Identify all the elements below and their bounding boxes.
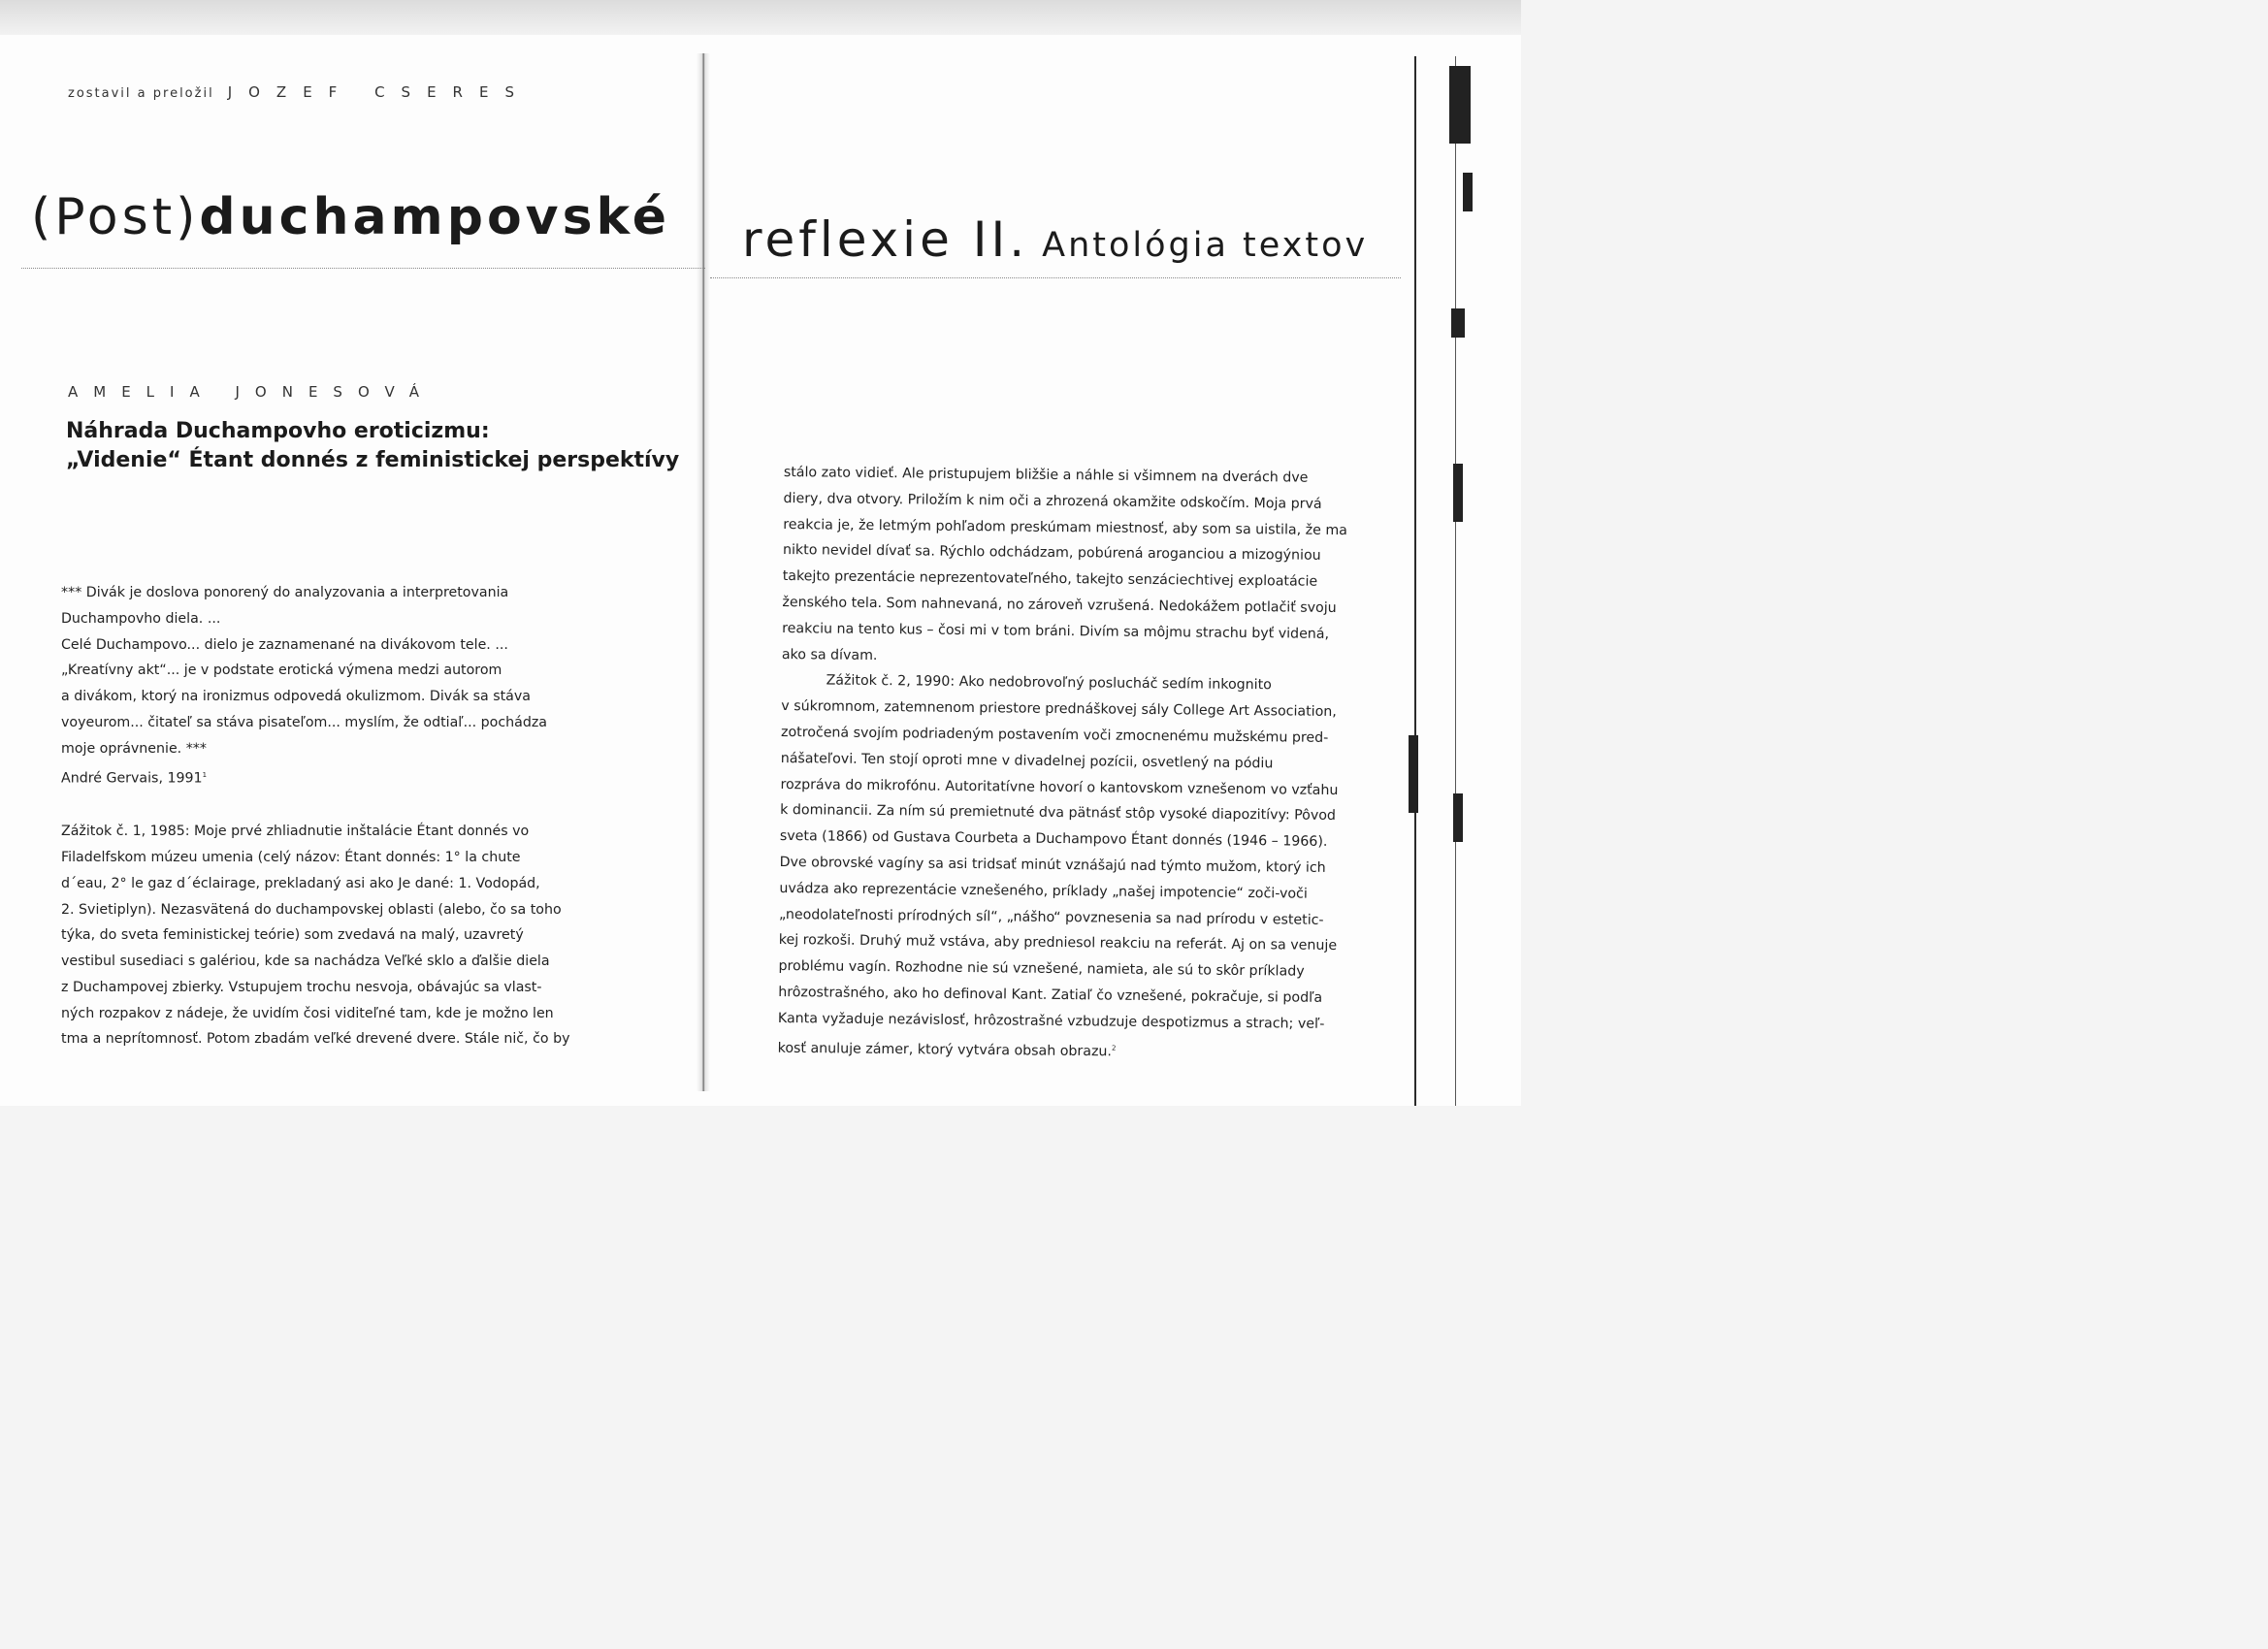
- text-line: d´eau, 2° le gaz d´éclairage, prekladaný asi ako Je dané: 1. Vodopád,: [61, 875, 540, 891]
- paragraph-gap: [61, 792, 566, 819]
- text-line: rozpráva do mikrofónu. Autoritatívne hovorí o kantovskom vznešenom vo vzťahu: [780, 776, 1339, 798]
- page-edge-strip: [1407, 56, 1521, 1106]
- text-line: vestibul susediaci s galériou, kde sa nachádza Veľké sklo a ďalšie diela: [61, 954, 550, 970]
- text-line: z Duchampovej zbierky. Vstupujem trochu nesvoja, obávajúc sa vlast-: [61, 979, 542, 995]
- text-line-last: [778, 1031, 1331, 1066]
- footnote-ref: 2: [1111, 1044, 1117, 1052]
- text-line: a divákom, ktorý na ironizmus odpovedá okulizmom. Divák sa stáva: [61, 689, 531, 705]
- text-line: sveta (1866) od Gustava Courbeta a Duchampovo Étant donnés (1946 – 1966).: [779, 828, 1328, 851]
- footnote-ref: 1: [202, 770, 208, 779]
- anthology-title-right: [742, 211, 1369, 268]
- edge-mark: [1463, 173, 1473, 211]
- edge-line: [1455, 56, 1456, 1106]
- text-line: diery, dva otvory. Priložím k nim oči a zhrozená okamžite odskočím. Moja prvá: [783, 490, 1322, 512]
- text-line: takejto prezentácie neprezentovateľného, takejto senzáciechtivej exploatácie: [782, 568, 1318, 590]
- text-line: uvádza ako reprezentácie vznešeného, príklady „našej impotencie“ zoči-voči: [779, 880, 1308, 902]
- text-line: Celé Duchampovo... dielo je zaznamenané na divákovom tele. ...: [61, 636, 508, 653]
- article-author: AMELIA JONESOVÁ: [68, 383, 436, 401]
- translator-credit: [68, 83, 531, 101]
- text-line: tma a neprítomnosť. Potom zbadám veľké drevené dvere. Stále nič, čo by: [61, 1031, 570, 1048]
- experience-2-paragraph: [777, 667, 1339, 1067]
- credit-name: JOZEF CSERES: [227, 83, 531, 101]
- text-line: problému vagín. Rozhodne nie sú vznešené, namieta, ale sú to skôr príklady: [778, 958, 1305, 980]
- text-line: moje oprávnenie. ***: [61, 740, 207, 757]
- experience-1-continued: [781, 460, 1347, 673]
- text-line: nášateľovi. Ten stojí oproti mne v divadelnej pozícii, osvetlený na pódiu: [780, 750, 1274, 772]
- article-title-line: „Videnie“ Étant donnés z feministickej perspektívy: [66, 448, 680, 472]
- text-line: „Kreatívny akt“... je v podstate erotická výmena medzi autorom: [61, 663, 502, 679]
- text-line: kosť anuluje zámer, ktorý vytvára obsah obrazu.: [777, 1040, 1113, 1059]
- dotted-rule-left: [21, 268, 705, 269]
- edge-mark: [1409, 735, 1418, 813]
- title-duchampovske: duchampovské: [199, 188, 670, 246]
- text-line: *** Divák je doslova ponorený do analyzovania a interpretovania: [61, 585, 509, 600]
- scan-top-band: [0, 0, 1521, 35]
- text-line: ženského tela. Som nahnevaná, no zároveň vzrušená. Nedokážem potlačiť svoju: [782, 594, 1337, 616]
- text-line: Zážitok č. 1, 1985: Moje prvé zhliadnutie inštalácie Étant donnés vo: [61, 824, 530, 840]
- dotted-rule-right: [710, 277, 1401, 278]
- quote-attribution: [61, 762, 566, 792]
- text-line: Duchampovho diela. ...: [61, 610, 221, 627]
- text-line: „neodolateľnosti prírodných síl“, „nášho“ povznesenia sa nad prírodu v estetic-: [779, 906, 1324, 928]
- text-line: ných rozpakov z nádeje, že uvidím čosi viditeľné tam, kde je možno len: [61, 1005, 554, 1021]
- text-line: stálo zato vidieť. Ale pristupujem bližšie a náhle si všimnem na dverách dve: [783, 464, 1309, 486]
- book-gutter: [697, 53, 710, 1091]
- text-line: hrôzostrašného, ako ho definoval Kant. Zatiaľ čo vznešené, pokračuje, si podľa: [778, 984, 1323, 1006]
- left-column: [61, 580, 570, 1052]
- title-post: (Post): [31, 188, 200, 246]
- text-line: 2. Svietiplyn). Nezasvätená do duchampovskej oblasti (alebo, čo sa toho: [61, 901, 562, 918]
- edge-mark: [1453, 793, 1463, 842]
- epigraph-quote: [61, 580, 566, 792]
- text-line: André Gervais, 1991: [61, 770, 203, 787]
- text-line: voyeurom... čitateľ sa stáva pisateľom... myslím, že odtiaľ... pochádza: [61, 714, 547, 730]
- text-line: týka, do sveta feministickej teórie) som zvedavá na malý, uzavretý: [61, 927, 524, 944]
- text-line: k dominancii. Za ním sú premietnuté dva pätnásť stôp vysoké diapozitívy: Pôvod: [780, 802, 1337, 824]
- text-line: ako sa dívam.: [781, 646, 878, 663]
- credit-prefix: zostavil a preložil: [68, 86, 214, 101]
- anthology-title-left: [31, 188, 670, 246]
- text-line: reakcia je, že letmým pohľadom preskúmam miestnosť, aby som sa uistila, že ma: [783, 516, 1347, 538]
- article-title-line: Náhrada Duchampovho eroticizmu:: [66, 419, 490, 443]
- text-line: Zážitok č. 2, 1990: Ako nedobrovoľný poslucháč sedím inkognito: [826, 672, 1272, 694]
- edge-mark: [1449, 66, 1471, 144]
- text-line: Filadelfskom múzeu umenia (celý názov: Étant donnés: 1° la chute: [61, 849, 521, 865]
- edge-line: [1414, 56, 1416, 1106]
- text-line: kej rozkoši. Druhý muž vstáva, aby predniesol reakciu na referát. Aj on sa venuje: [778, 932, 1338, 954]
- article-title: [66, 417, 687, 475]
- text-line: nikto nevidel dívať sa. Rýchlo odchádzam, pobúrená aroganciou a mizogýniou: [782, 542, 1321, 565]
- edge-mark: [1453, 464, 1463, 522]
- right-column: [777, 460, 1347, 1067]
- text-line: Kanta vyžaduje nezávislosť, hrôzostrašné vzbudzuje despotizmus a strach; veľ-: [777, 1010, 1325, 1032]
- experience-1-paragraph: [61, 819, 570, 1052]
- text-line: reakciu na tento kus – čosi mi v tom bráni. Divím sa môjmu strachu byť videná,: [782, 620, 1330, 642]
- text-line: zotročená svojím podriadeným postavením voči zmocnenému mužskému pred-: [780, 724, 1329, 746]
- title-antologia: Antológia textov: [1042, 226, 1369, 265]
- text-line: Dve obrovské vagíny sa asi tridsať minút vznášajú nad týmto mužom, ktorý ich: [779, 854, 1326, 876]
- title-reflexie: reflexie II.: [742, 211, 1029, 268]
- edge-mark: [1451, 308, 1465, 338]
- text-line: v súkromnom, zatemnenom priestore prednáškovej sály College Art Association,: [781, 698, 1337, 721]
